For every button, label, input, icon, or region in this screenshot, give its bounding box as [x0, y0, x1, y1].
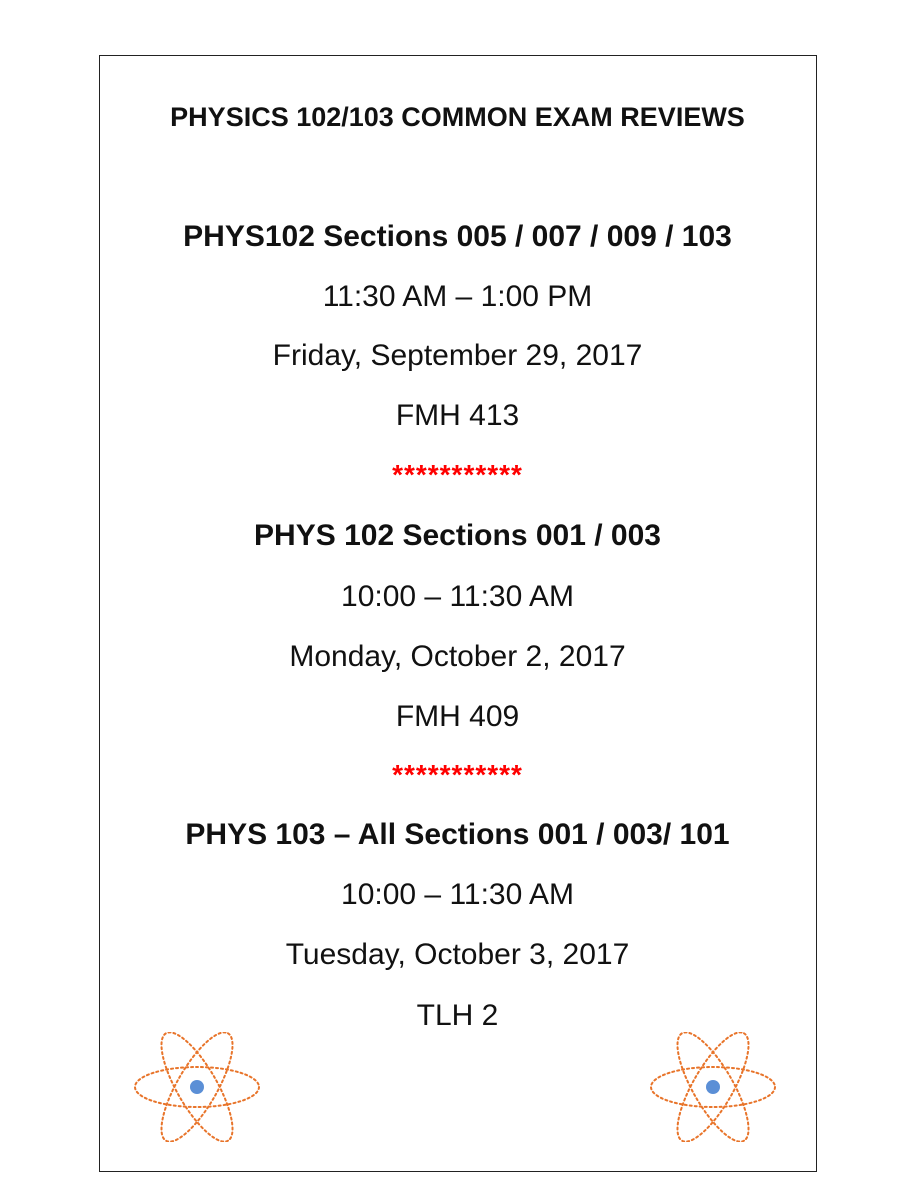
session-2-room: FMH 409 — [395, 700, 520, 733]
session-3-time: 10:00 – 11:30 AM — [341, 878, 574, 911]
separator-2: *********** — [392, 759, 523, 790]
session-3-date: Tuesday, October 3, 2017 — [285, 938, 630, 971]
session-2-heading: PHYS 102 Sections 001 / 003 — [254, 519, 661, 552]
session-1-room: FMH 413 — [395, 399, 520, 432]
session-3-heading: PHYS 103 – All Sections 001 / 003/ 101 — [185, 818, 730, 851]
session-1-date: Friday, September 29, 2017 — [272, 339, 643, 372]
session-1-heading: PHYS102 Sections 005 / 007 / 009 / 103 — [183, 220, 732, 253]
session-2-time: 10:00 – 11:30 AM — [341, 580, 574, 613]
atom-icon — [648, 1032, 778, 1142]
session-3-room: TLH 2 — [416, 999, 499, 1032]
session-2-date: Monday, October 2, 2017 — [289, 640, 626, 673]
page-title: PHYSICS 102/103 COMMON EXAM REVIEWS — [170, 102, 745, 132]
atom-icon — [132, 1032, 262, 1142]
session-1-time: 11:30 AM – 1:00 PM — [322, 280, 593, 313]
separator-1: *********** — [392, 459, 523, 490]
